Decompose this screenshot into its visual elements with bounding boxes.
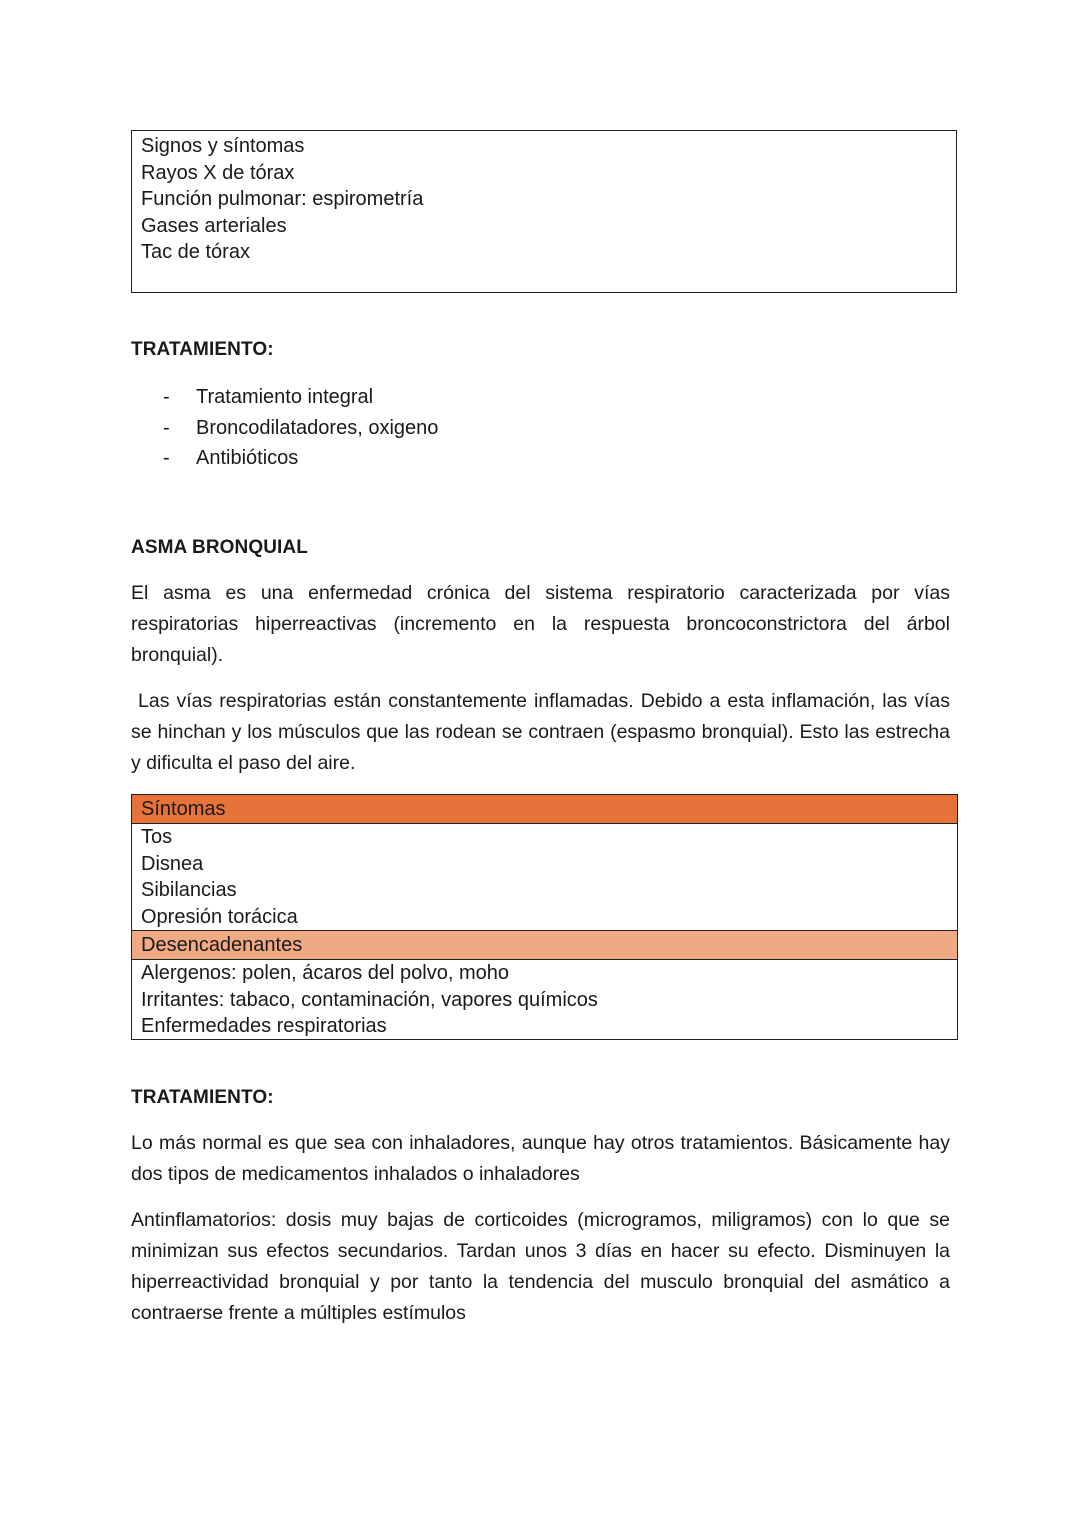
diagnosis-line: Signos y síntomas — [141, 135, 305, 157]
list-item — [131, 413, 438, 444]
triggers-header: Desencadenantes — [132, 930, 957, 960]
diagnosis-line: Función pulmonar: espirometría — [141, 188, 424, 210]
asthma-paragraph-2: Las vías respiratorias están constantemente inflamadas. Debido a esta inflamación, las vías se hinchan y los músculos que las rodean se contraen (espasmo bronquial). Esto las estrecha y dificulta el paso del aire. — [131, 690, 956, 774]
diagnosis-line: Tac de tórax — [141, 241, 250, 263]
list-item — [131, 382, 438, 413]
table-row: Irritantes: tabaco, contaminación, vapores químicos — [141, 988, 598, 1011]
diagnosis-line: Rayos X de tórax — [141, 161, 295, 184]
list-item — [131, 443, 438, 474]
asthma-heading: ASMA BRONQUIAL — [131, 537, 308, 558]
list-item-text: Tratamiento integral — [196, 386, 374, 408]
table-row: Alergenos: polen, ácaros del polvo, moho — [141, 962, 510, 984]
bullet-dash: - — [163, 447, 170, 469]
table-row: Enfermedades respiratorias — [141, 1015, 387, 1037]
list-item-text: Antibióticos — [196, 447, 299, 469]
list-item-text: Broncodilatadores, oxigeno — [196, 416, 439, 439]
treatment-heading-1: TRATAMIENTO: — [131, 339, 274, 360]
diagnosis-line: Gases arteriales — [141, 214, 287, 237]
bullet-dash: - — [163, 386, 170, 408]
table-row: Tos — [141, 826, 173, 848]
symptoms-table — [131, 794, 958, 1040]
treatment-list — [131, 382, 438, 474]
table-row: Disnea — [141, 852, 204, 875]
symptoms-header: Síntomas — [132, 795, 957, 824]
bullet-dash: - — [163, 416, 170, 439]
diagnosis-box — [131, 130, 957, 293]
asthma-paragraph-1: El asma es una enfermedad crónica del sistema respiratorio caracterizada por vías respiratorias hiperreactivas (incremento en la respuesta broncoconstrictora del árbol bronquial). — [131, 582, 950, 666]
treatment-paragraph-1: Lo más normal es que sea con inhaladores, aunque hay otros tratamientos. Básicamente hay dos tipos de medicamentos inhalados o inhaladores — [131, 1132, 950, 1185]
table-row: Sibilancias — [141, 879, 237, 901]
treatment-paragraph-2: Antinflamatorios: dosis muy bajas de corticoides (microgramos, miligramos) con lo que se minimizan sus efectos secundarios. Tardan unos 3 días en hacer su efecto. Disminuyen la hiperreactividad bronquial y por tanto la tendencia del musculo bronquial del asmático a contraerse frente a múltiples estímulos — [131, 1209, 950, 1324]
table-row: Opresión torácica — [141, 905, 298, 928]
treatment-heading-2: TRATAMIENTO: — [131, 1087, 274, 1108]
